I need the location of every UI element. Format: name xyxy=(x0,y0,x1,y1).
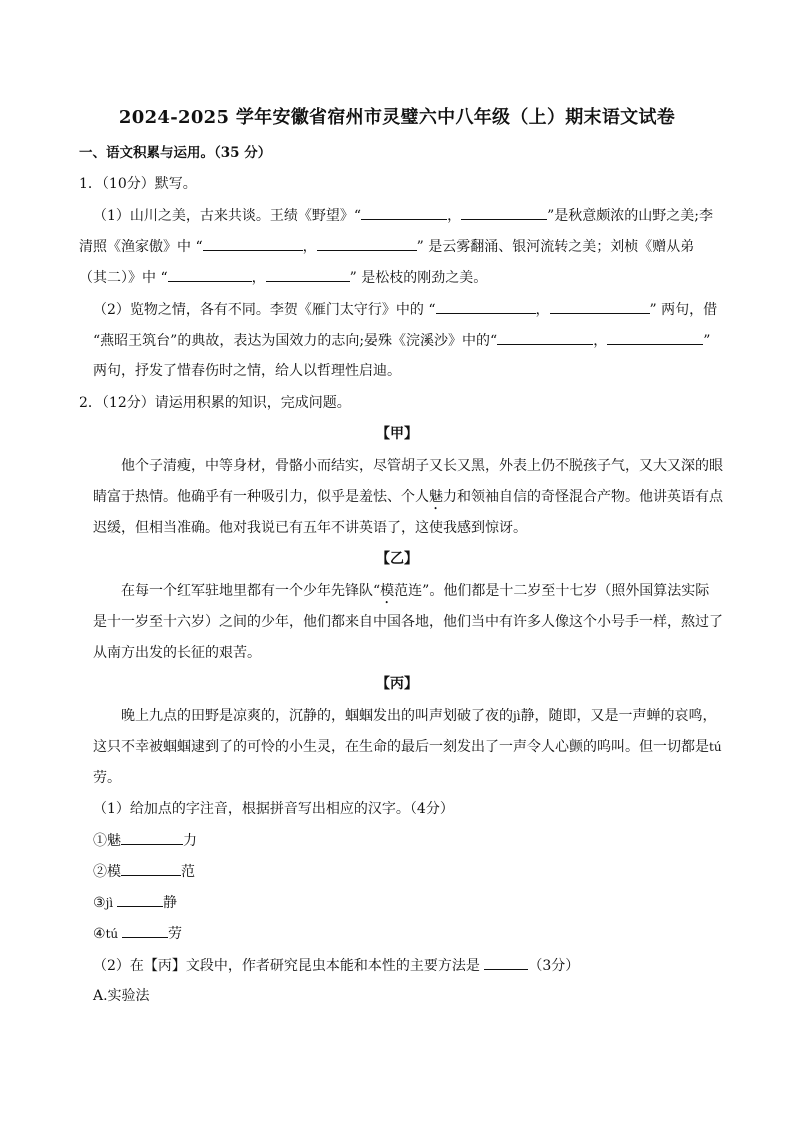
blank[interactable] xyxy=(607,330,703,345)
blank[interactable] xyxy=(203,236,303,251)
blank[interactable] xyxy=(497,330,593,345)
question-1-header: 1．（10分）默写。 xyxy=(79,176,197,192)
question-1-part1-line2: 清照《渔家傲》中 “ ， ” 是云雾翻涌、银河流转之美；刘桢《赠从弟 xyxy=(79,236,694,257)
question-1-part2-line3: 两句，抒发了惜春伤时之情，给人以哲理性启迪。 xyxy=(93,363,401,379)
answer-blank[interactable] xyxy=(121,830,183,845)
blank[interactable] xyxy=(317,236,417,251)
option-a[interactable]: A.实验法 xyxy=(93,988,150,1004)
blank[interactable] xyxy=(461,205,547,220)
passage-bing-line3: 劳。 xyxy=(93,770,121,786)
passage-yi-line1: 在每一个红军驻地里都有一个少年先锋队“模范连”。他们都是十二岁至十七岁（照外国算法实际 xyxy=(121,583,710,599)
answer-item-4: ④tú 劳 xyxy=(93,923,182,944)
subquestion-2: （2）在【丙】文段中，作者研究昆虫本能和本性的主要方法是 （3分） xyxy=(93,955,579,976)
blank[interactable] xyxy=(168,267,252,282)
answer-blank[interactable] xyxy=(484,955,528,970)
question-2-header: 2．（12分）请运用积累的知识，完成问题。 xyxy=(79,395,351,411)
passage-jia-line3: 迟缓，但相当准确。他对我说已有五年不讲英语了，这使我感到惊讶。 xyxy=(93,520,527,536)
question-1-part1-line3: （其二）》中 “ ， ” 是松枝的刚劲之美。 xyxy=(79,267,487,288)
passage-jia-line2: 睛富于热情。他确乎有一种吸引力，似乎是羞怯、个人魅力和领袖自信的奇怪混合产物。他讲英语有点 xyxy=(93,489,723,505)
answer-blank[interactable] xyxy=(117,892,163,907)
passage-bing-line1: 晚上九点的田野是凉爽的，沉静的，蝈蝈发出的叫声划破了夜的jì静，随即，又是一声蝉的哀鸣， xyxy=(121,708,717,724)
blank[interactable] xyxy=(361,205,447,220)
blank[interactable] xyxy=(550,299,650,314)
passage-bing-line2: 这只不幸被蝈蝈逮到了的可怜的小生灵，在生命的最后一刻发出了一声令人心颤的呜叫。但一切都是tú xyxy=(93,739,722,755)
passage-yi-label: 【乙】 xyxy=(376,551,418,567)
question-1-part2-line1: （2）览物之情，各有不同。李贺《雁门太守行》中的 “ ， ” 两句，借 xyxy=(93,299,717,320)
blank[interactable] xyxy=(436,299,536,314)
passage-jia-label: 【甲】 xyxy=(376,426,418,442)
blank[interactable] xyxy=(266,267,350,282)
question-1-part2-line2: “燕昭王筑台”的典故，表达为国效力的志向;晏殊《浣溪沙》中的“ ， ” xyxy=(93,330,710,351)
subquestion-1: （1）给加点的字注音，根据拼音写出相应的汉字。（4分） xyxy=(93,801,454,817)
answer-item-2: ②模 范 xyxy=(93,861,195,882)
passage-yi-line3: 从南方出发的长征的艰苦。 xyxy=(93,645,261,661)
question-1-part1-line1: （1）山川之美，古来共谈。王绩《野望》“ ， ”是秋意颇浓的山野之美;李 xyxy=(93,205,713,226)
answer-blank[interactable] xyxy=(122,923,168,938)
passage-bing-label: 【丙】 xyxy=(376,676,418,692)
answer-item-3: ③jì 静 xyxy=(93,892,177,913)
page-title: 2024-2025 学年安徽省宿州市灵璧六中八年级（上）期末语文试卷 xyxy=(118,107,676,128)
answer-blank[interactable] xyxy=(121,861,181,876)
passage-yi-line2: 是十一岁至十六岁）之间的少年，他们都来自中国各地，他们当中有许多人像这个小号手一样，熬过了 xyxy=(93,614,723,630)
answer-item-1: ①魅 力 xyxy=(93,830,197,851)
passage-jia-line1: 他个子清瘦，中等身材，骨骼小而结实，尽管胡子又长又黑，外表上仍不脱孩子气，又大又深的眼 xyxy=(121,458,723,474)
section-heading: 一、语文积累与运用。（35 分） xyxy=(79,145,272,161)
